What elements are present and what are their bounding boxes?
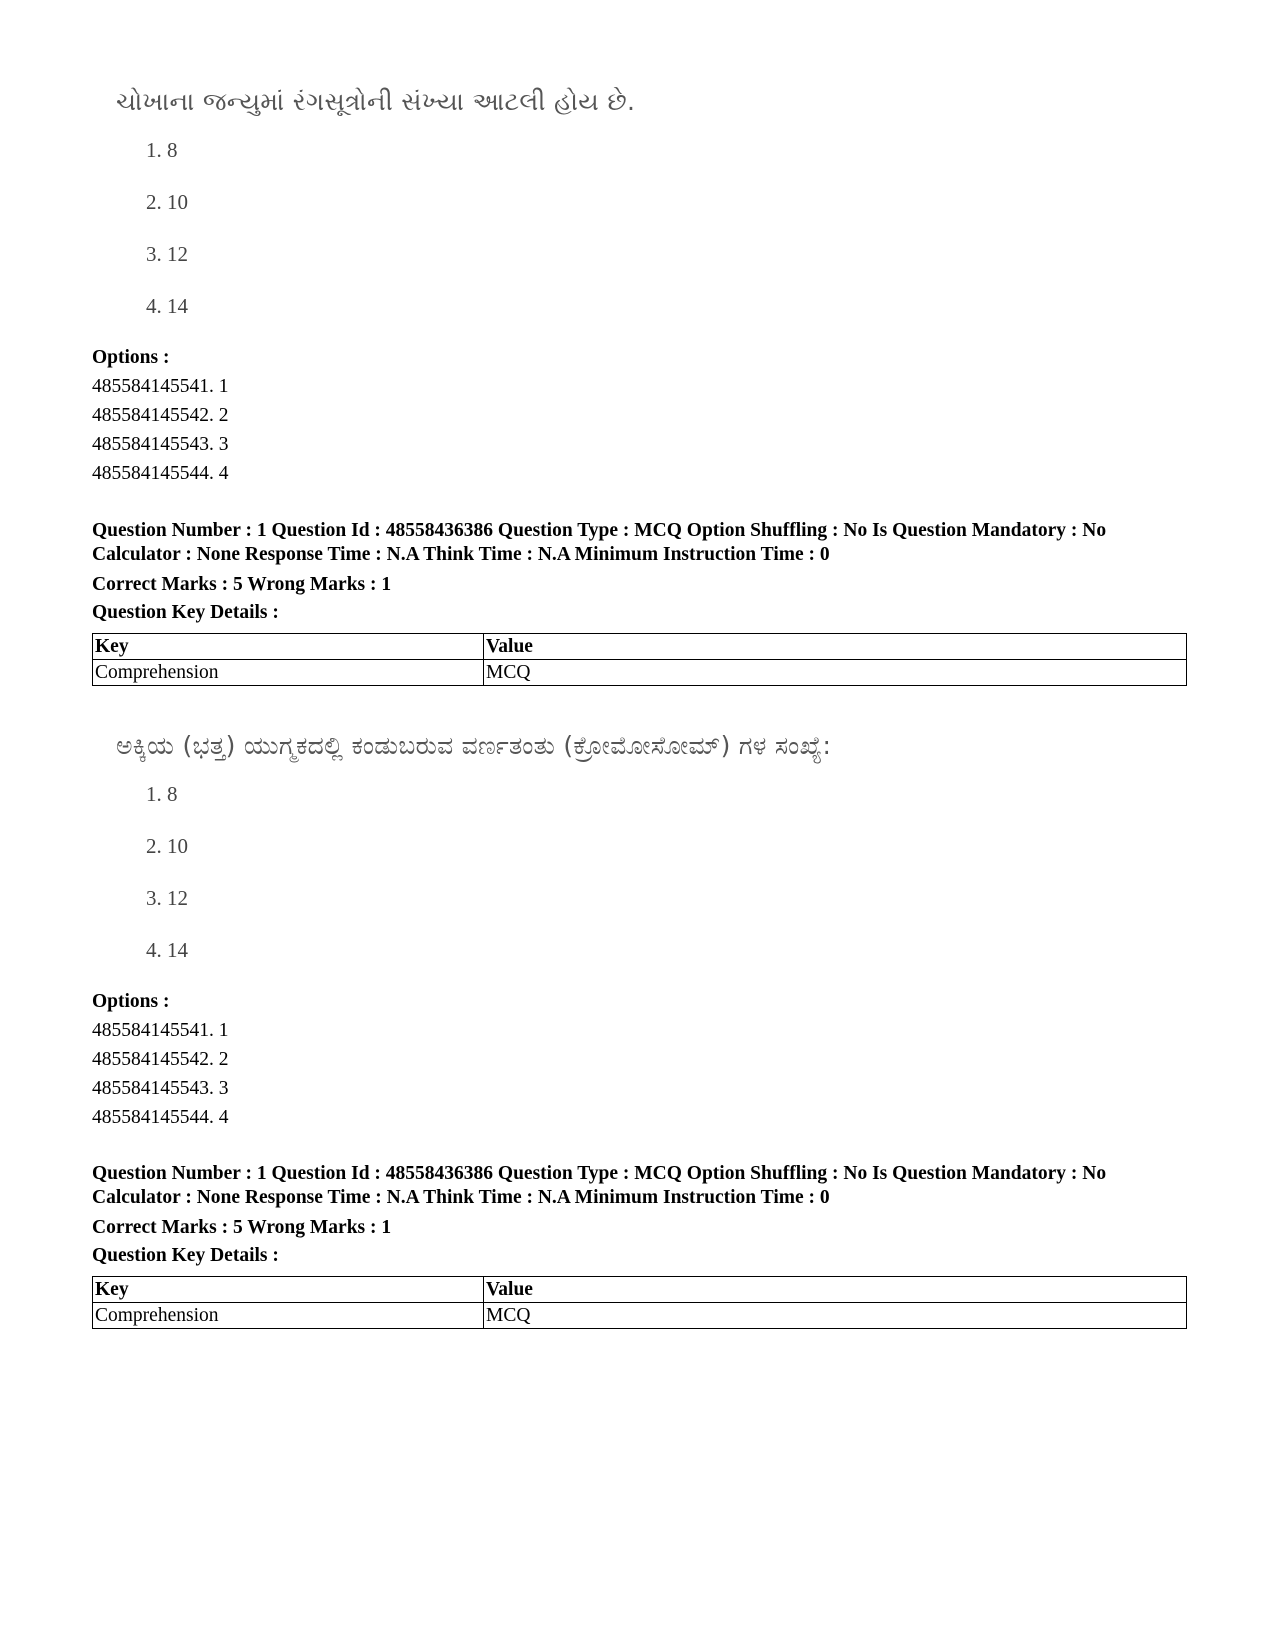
table-header-key: Key [93, 1277, 484, 1303]
option-item: 485584145544. 4 [92, 1107, 229, 1128]
key-details-table [92, 633, 1187, 686]
image-option-3: 3. 12 [146, 242, 188, 266]
options-label: Options : [92, 347, 170, 368]
table-header-row [93, 634, 1187, 660]
options-label: Options : [92, 991, 170, 1012]
table-header-value: Value [484, 1277, 1187, 1303]
key-details-label: Question Key Details : [92, 602, 279, 623]
image-option-3: 3. 12 [146, 886, 188, 910]
table-cell-value: MCQ [484, 1303, 1187, 1329]
table-row [93, 1303, 1187, 1329]
option-item: 485584145542. 2 [92, 1049, 229, 1070]
image-option-4: 4. 14 [146, 294, 188, 318]
question-meta [92, 519, 1187, 627]
meta-line-1: Question Number : 1 Question Id : 48558436386 Question Type : MCQ Option Shuffling : No Is Question Mandatory : No [92, 1163, 1107, 1184]
question-meta [92, 1162, 1187, 1270]
image-option-4: 4. 14 [146, 938, 188, 962]
marks-line: Correct Marks : 5 Wrong Marks : 1 [92, 574, 392, 595]
options-section [92, 343, 1187, 488]
image-option-2: 2. 10 [146, 190, 188, 214]
image-option-1: 1. 8 [146, 782, 178, 806]
question-text: ચોખાના જન્યુમાં રંગસૂત્રોની સંખ્યા આટલી હોય છે. [116, 87, 636, 116]
question-image-kannada [92, 728, 1187, 962]
image-option-2: 2. 10 [146, 834, 188, 858]
key-details-table [92, 1276, 1187, 1329]
options-section [92, 987, 1187, 1132]
key-details-label: Question Key Details : [92, 1245, 279, 1266]
meta-line-2: Calculator : None Response Time : N.A Think Time : N.A Minimum Instruction Time : 0 [92, 544, 830, 565]
option-item: 485584145541. 1 [92, 1020, 229, 1041]
image-option-1: 1. 8 [146, 138, 178, 162]
table-header-value: Value [484, 634, 1187, 660]
table-cell-key: Comprehension [93, 660, 484, 686]
key-details-table-wrap [92, 633, 1187, 686]
option-item: 485584145544. 4 [92, 463, 229, 484]
marks-line: Correct Marks : 5 Wrong Marks : 1 [92, 1217, 392, 1238]
key-details-table-wrap [92, 1276, 1187, 1329]
option-item: 485584145541. 1 [92, 376, 229, 397]
option-item: 485584145543. 3 [92, 434, 229, 455]
question-image-gujarati [92, 84, 1187, 318]
table-header-key: Key [93, 634, 484, 660]
option-item: 485584145543. 3 [92, 1078, 229, 1099]
table-cell-key: Comprehension [93, 1303, 484, 1329]
table-cell-value: MCQ [484, 660, 1187, 686]
table-header-row [93, 1277, 1187, 1303]
meta-line-2: Calculator : None Response Time : N.A Think Time : N.A Minimum Instruction Time : 0 [92, 1187, 830, 1208]
question-text: ಅಕ್ಕಿಯ (ಭತ್ತ) ಯುಗ್ಮಕದಲ್ಲಿ ಕಂಡುಬರುವ ವರ್ಣತಂತು (ಕ್ರೋಮೋಸೋಮ್) ಗಳ ಸಂಖ್ಯೆ: [116, 731, 832, 760]
meta-line-1: Question Number : 1 Question Id : 48558436386 Question Type : MCQ Option Shuffling : No Is Question Mandatory : No [92, 520, 1107, 541]
table-row [93, 660, 1187, 686]
option-item: 485584145542. 2 [92, 405, 229, 426]
